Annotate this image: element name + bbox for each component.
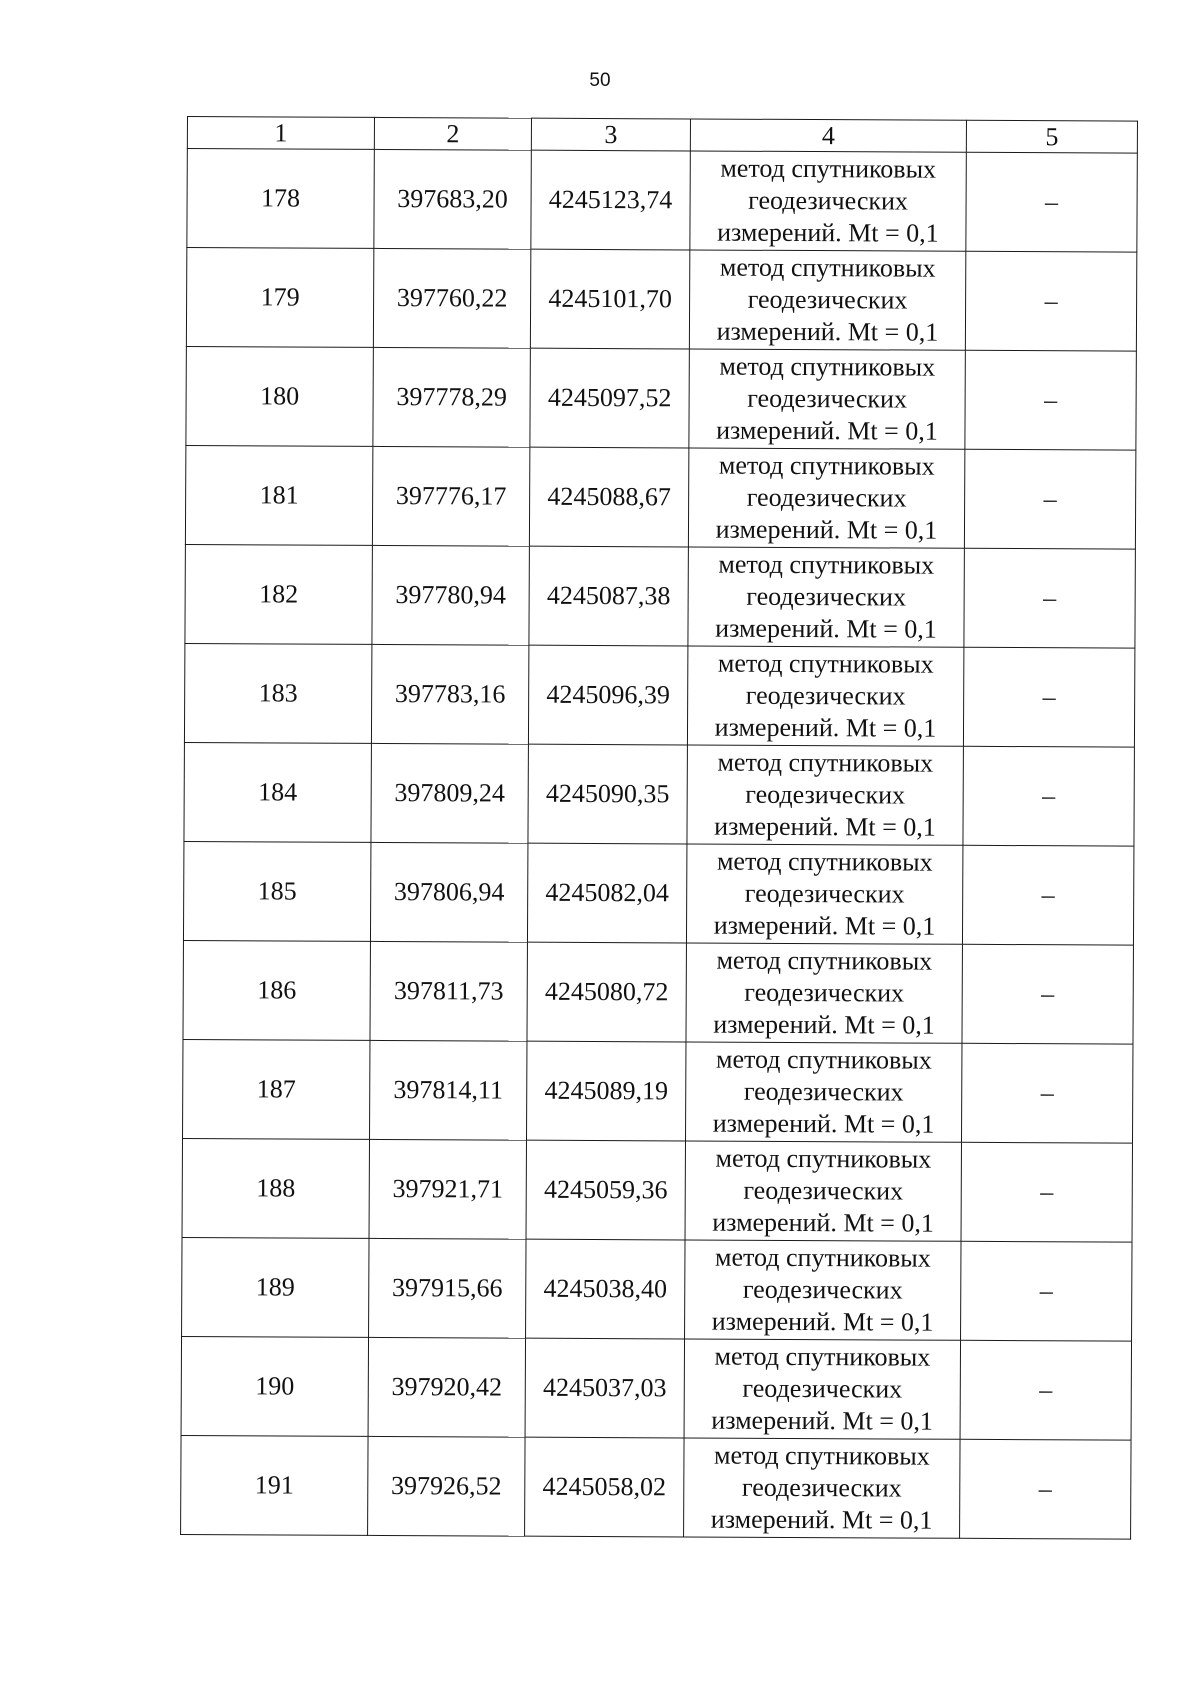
table-row bbox=[183, 940, 1133, 1044]
method-cell: метод спутниковых геодезических измерений. Mt = 0,1 bbox=[684, 1339, 960, 1439]
note-cell: – bbox=[962, 944, 1133, 1044]
table-row bbox=[182, 1237, 1132, 1341]
table-row bbox=[181, 1435, 1131, 1539]
y-coordinate-cell: 4245123,74 bbox=[531, 150, 690, 250]
header-col-1: 1 bbox=[187, 117, 374, 150]
method-cell: метод спутниковых геодезических измерений. Mt = 0,1 bbox=[686, 844, 962, 944]
x-coordinate-cell: 397811,73 bbox=[370, 941, 527, 1041]
note-cell: – bbox=[961, 1043, 1132, 1143]
point-number-cell: 187 bbox=[183, 1039, 370, 1139]
y-coordinate-cell: 4245059,36 bbox=[526, 1140, 685, 1240]
x-coordinate-cell: 397778,29 bbox=[373, 347, 530, 447]
point-number-cell: 189 bbox=[182, 1237, 369, 1337]
note-cell: – bbox=[963, 647, 1134, 747]
table-body bbox=[181, 149, 1138, 1540]
point-number-cell: 190 bbox=[181, 1336, 368, 1436]
method-cell: метод спутниковых геодезических измерений. Mt = 0,1 bbox=[686, 943, 962, 1043]
x-coordinate-cell: 397776,17 bbox=[372, 446, 529, 546]
page-number: 50 bbox=[589, 70, 611, 91]
note-cell: – bbox=[962, 845, 1133, 945]
method-cell: метод спутниковых геодезических измерений. Mt = 0,1 bbox=[690, 151, 966, 251]
x-coordinate-cell: 397809,24 bbox=[371, 743, 528, 843]
x-coordinate-cell: 397915,66 bbox=[369, 1238, 526, 1338]
point-number-cell: 184 bbox=[184, 742, 371, 842]
x-coordinate-cell: 397783,16 bbox=[371, 644, 528, 744]
x-coordinate-cell: 397806,94 bbox=[370, 842, 527, 942]
table-row bbox=[183, 1039, 1133, 1143]
table-header bbox=[187, 117, 1137, 154]
note-cell: – bbox=[961, 1142, 1132, 1242]
table-row bbox=[181, 1336, 1131, 1440]
point-number-cell: 181 bbox=[185, 445, 372, 545]
note-cell: – bbox=[965, 350, 1136, 450]
x-coordinate-cell: 397921,71 bbox=[369, 1139, 526, 1239]
method-cell: метод спутниковых геодезических измерений. Mt = 0,1 bbox=[689, 250, 965, 350]
x-coordinate-cell: 397814,11 bbox=[370, 1040, 527, 1140]
note-cell: – bbox=[961, 1241, 1132, 1341]
point-number-cell: 180 bbox=[186, 346, 373, 446]
point-number-cell: 183 bbox=[184, 643, 371, 743]
y-coordinate-cell: 4245087,38 bbox=[529, 546, 688, 646]
header-row bbox=[187, 117, 1137, 154]
table-row bbox=[184, 742, 1134, 846]
y-coordinate-cell: 4245038,40 bbox=[526, 1239, 685, 1339]
table-row bbox=[182, 1138, 1132, 1242]
note-cell: – bbox=[966, 152, 1137, 252]
point-number-cell: 179 bbox=[186, 248, 373, 348]
header-col-2: 2 bbox=[374, 117, 531, 150]
method-cell: метод спутниковых геодезических измерений. Mt = 0,1 bbox=[685, 1042, 961, 1142]
table-row bbox=[186, 346, 1136, 450]
method-cell: метод спутниковых геодезических измерений. Mt = 0,1 bbox=[688, 448, 964, 548]
method-cell: метод спутниковых геодезических измерений. Mt = 0,1 bbox=[685, 1240, 961, 1340]
y-coordinate-cell: 4245101,70 bbox=[530, 249, 689, 349]
y-coordinate-cell: 4245037,03 bbox=[525, 1338, 684, 1438]
x-coordinate-cell: 397780,94 bbox=[372, 545, 529, 645]
point-number-cell: 178 bbox=[187, 149, 374, 249]
note-cell: – bbox=[963, 746, 1134, 846]
y-coordinate-cell: 4245096,39 bbox=[528, 645, 687, 745]
point-number-cell: 188 bbox=[182, 1138, 369, 1238]
note-cell: – bbox=[964, 548, 1135, 648]
method-cell: метод спутниковых геодезических измерений. Mt = 0,1 bbox=[685, 1141, 961, 1241]
table-row bbox=[185, 445, 1135, 549]
table-row bbox=[185, 544, 1135, 648]
point-number-cell: 182 bbox=[185, 544, 372, 644]
method-cell: метод спутниковых геодезических измерений. Mt = 0,1 bbox=[688, 547, 964, 647]
table-row bbox=[186, 248, 1136, 352]
method-cell: метод спутниковых геодезических измерений. Mt = 0,1 bbox=[687, 745, 963, 845]
header-col-5: 5 bbox=[966, 120, 1137, 153]
table-row bbox=[187, 149, 1137, 253]
point-number-cell: 191 bbox=[181, 1435, 368, 1535]
table-row bbox=[183, 841, 1133, 945]
method-cell: метод спутниковых геодезических измерений. Mt = 0,1 bbox=[687, 646, 963, 746]
y-coordinate-cell: 4245080,72 bbox=[527, 942, 686, 1042]
note-cell: – bbox=[960, 1439, 1131, 1539]
coordinates-table bbox=[180, 116, 1138, 1540]
x-coordinate-cell: 397926,52 bbox=[368, 1436, 525, 1536]
method-cell: метод спутниковых геодезических измерений. Mt = 0,1 bbox=[689, 349, 965, 449]
note-cell: – bbox=[964, 449, 1135, 549]
note-cell: – bbox=[960, 1340, 1131, 1440]
y-coordinate-cell: 4245058,02 bbox=[525, 1437, 684, 1537]
y-coordinate-cell: 4245088,67 bbox=[529, 447, 688, 547]
table-row bbox=[184, 643, 1134, 747]
point-number-cell: 186 bbox=[183, 940, 370, 1040]
note-cell: – bbox=[965, 251, 1136, 351]
point-number-cell: 185 bbox=[183, 841, 370, 941]
y-coordinate-cell: 4245082,04 bbox=[527, 843, 686, 943]
y-coordinate-cell: 4245090,35 bbox=[528, 744, 687, 844]
x-coordinate-cell: 397760,22 bbox=[373, 248, 530, 348]
header-col-4: 4 bbox=[690, 119, 966, 152]
y-coordinate-cell: 4245089,19 bbox=[526, 1041, 685, 1141]
method-cell: метод спутниковых геодезических измерений. Mt = 0,1 bbox=[684, 1438, 960, 1538]
header-col-3: 3 bbox=[531, 118, 690, 151]
x-coordinate-cell: 397683,20 bbox=[374, 149, 531, 249]
x-coordinate-cell: 397920,42 bbox=[368, 1337, 525, 1437]
y-coordinate-cell: 4245097,52 bbox=[530, 348, 689, 448]
